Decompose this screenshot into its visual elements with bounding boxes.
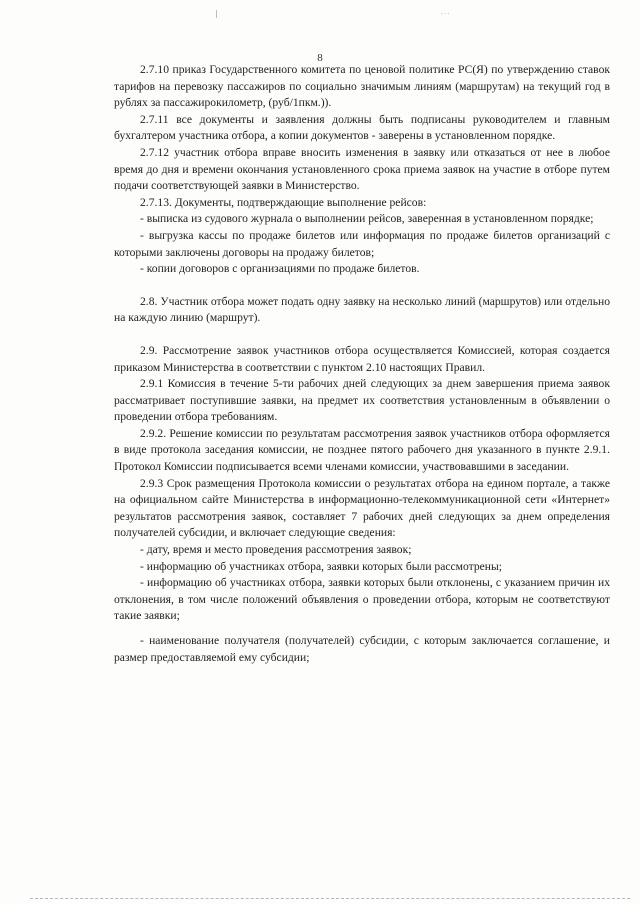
document-body xyxy=(114,62,610,666)
paragraph-2-9: 2.9. Рассмотрение заявок участников отбора осуществляется Комиссией, которая создается приказом Министерства в соответствии с пунктом 2.10 настоящих Правил. xyxy=(114,343,610,374)
list-item-date-place: - дату, время и место проведения рассмотрения заявок; xyxy=(140,543,412,557)
list-item-rejected-participants: - информацию об участниках отбора, заявки которых были отклонены, с указанием причин их отклонения, в том числе положений объявления о проведении отбора, которым не соответствуют такие заявки; xyxy=(114,576,610,623)
list-item-contract-copies: - копии договоров с организациями по продаже билетов. xyxy=(140,262,420,276)
paragraph-2-7-11: 2.7.11 все документы и заявления должны быть подписаны руководителем и главным бухгалтером участника отбора, а копии документов - заверены в установленном порядке. xyxy=(114,112,610,143)
list-item-journal-extract: - выписка из судового журнала о выполнении рейсов, заверенная в установленном порядке; xyxy=(140,212,594,226)
list-item-reviewed-participants: - информацию об участниках отбора, заявки которых были рассмотрены; xyxy=(140,559,503,573)
paragraph-2-7-10: 2.7.10 приказ Государственного комитета по ценовой политике РС(Я) по утверждению ставок тарифов на перевозку пассажиров по социально значимым линиям (маршрутам) на текущий год в рублях за пассажирокилометр, (руб/1пкм.)). xyxy=(114,63,610,110)
list-item-ticket-sales: - выгрузка кассы по продаже билетов или информация по продаже билетов организаций с которыми заключены договоры на продажу билетов; xyxy=(114,228,610,259)
page-number: 8 xyxy=(317,52,323,64)
paragraph-2-9-2: 2.9.2. Решение комиссии по результатам рассмотрения заявок участников отбора оформляется в виде протокола заседания комиссии, не позднее пятого рабочего дня указанного в пункте 2.9.1. Протокол Комиссии подписывается всеми членами комиссии, участвовавшими в заседании. xyxy=(114,426,610,474)
paragraph-2-9-1: 2.9.1 Комиссия в течение 5-ти рабочих дней следующих за днем завершения приема заявок рассматривает поступившие заявки, на предмет их соответствия установленным в объявлении о проведении отбора требованиям. xyxy=(114,377,610,424)
paragraph-2-7-12: 2.7.12 участник отбора вправе вносить изменения в заявку или отказаться от нее в любое время до дня и времени окончания установленного срока приема заявок на участие в отборе путем подачи соответствующей заявки в Министерство. xyxy=(114,145,610,193)
paragraph-2-8: 2.8. Участник отбора может подать одну заявку на несколько линий (маршрутов) или отдельно на каждую линию (маршрут). xyxy=(114,294,610,325)
scan-mark: … xyxy=(439,5,452,18)
scan-artifact xyxy=(216,10,217,18)
paragraph-2-9-3: 2.9.3 Срок размещения Протокола комиссии о результатах отбора на едином портале, а также на официальном сайте Министерства в информационно-телекоммуникационной сети «Интернет» результатов рассмотрения заявок, составляет 7 рабочих дней следующих за днем определения получателей субсидии, и включает следующие сведения: xyxy=(114,476,610,540)
paragraph-2-7-13: 2.7.13. Документы, подтверждающие выполнение рейсов: xyxy=(140,195,427,209)
list-item-recipient-name: - наименование получателя (получателей) субсидии, с которым заключается соглашение, и размер предоставляемой ему субсидии; xyxy=(114,634,610,664)
page-bottom-edge xyxy=(30,898,630,899)
